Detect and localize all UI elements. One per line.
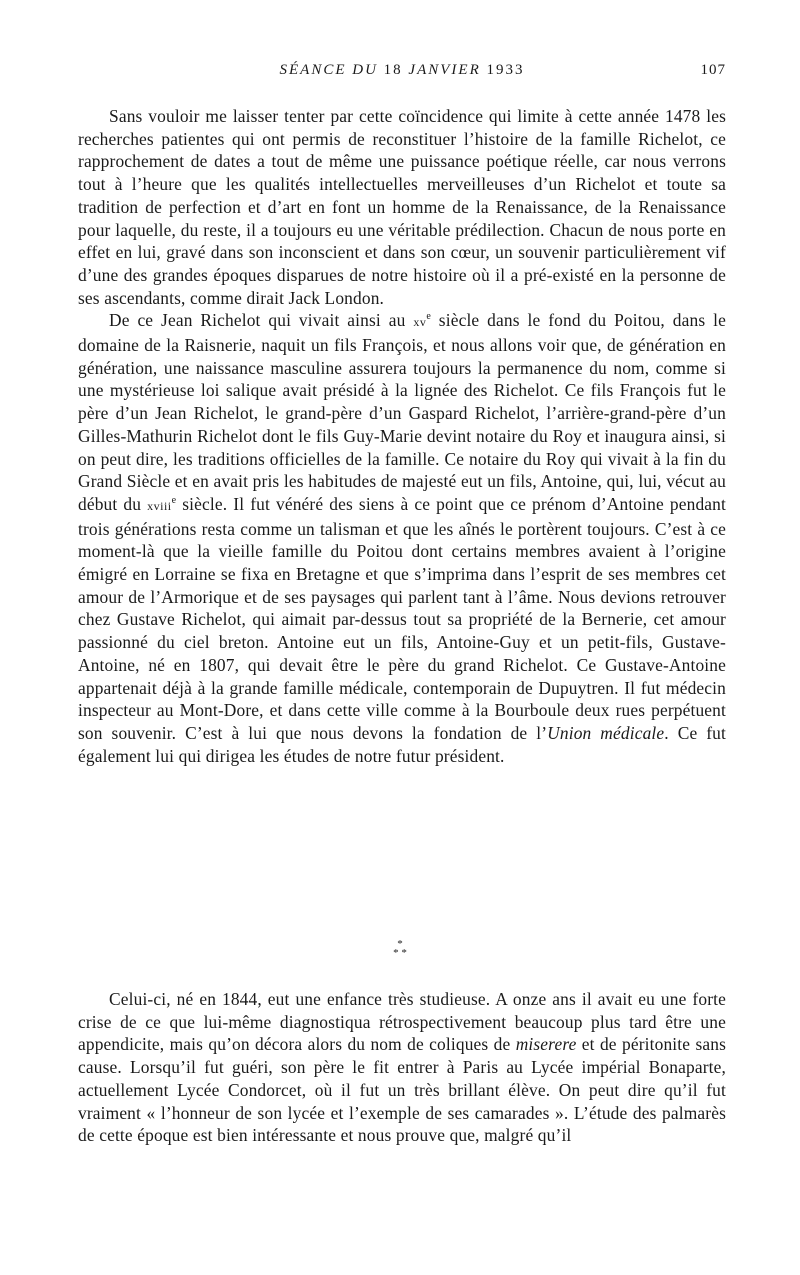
paragraph-2-text: siècle. Il fut vénéré des siens à ce point que ce prénom d’Antoine pendant trois générations resta comme un talisman et que les aînés le portèrent toujours. C’est à ce moment-là que la vieille famille du Poitou dont certains membres avaient à l’origine émigré en Lorraine se fixa en Bretagne et que s’imprima dans l’esprit de ses membres cet amour de l’Armorique et de ses paysages qui parlent tant à l’âme. Nous devions retrouver chez Gustave Richelot, qui aimait par-dessus tout sa propriété de la Bernerie, cet amour passionné du ciel breton. Antoine eut un fils, Antoine-Guy et un petit-fils, Gustave-Antoine, né en 1807, qui devait être le père du grand Richelot. Ce Gustave-Antoine appartenait déjà à la grande famille médicale, contemporain de Dupuytren. Il fut médecin inspecteur au Mont-Dore, et dans cette ville comme à la Bourboule deux rues perpétuent son souvenir. C’est à lui que nous devons la fondation de l’ xyxy=(78,493,726,743)
running-title-year: 1933 xyxy=(486,62,525,78)
running-title-part: JANVIER xyxy=(402,62,487,78)
body-text-upper xyxy=(78,105,726,767)
paragraph-1: Sans vouloir me laisser tenter par cette coïncidence qui limite à cette année 1478 les recherches patientes qui ont permis de reconstituer l’histoire de la famille Richelot, ce rapprochement de dates a tout de même une puissance poétique réelle, car nous verrons tout à l’heure que les qualités intellectuelles merveilleuses d’un Richelot et toute sa tradition de perfection et d’art en font un homme de la Renaissance, de la Renaissance pour laquelle, du reste, il a toujours eu une véritable prédilection. Chacun de nous porte en effet en lui, gravé dans son inconscient et dans son cœur, un souvenir particulièrement vif d’une des grandes époques disparues de notre histoire où il a pré-existé en la personne de ses ascendants, comme dirait Jack London. xyxy=(78,106,726,308)
paragraph-2-text: siècle dans le fond du Poitou, dans le domaine de la Raisnerie, naquit un fils François, et nous allons voir que, de génération en génération, une naissance masculine assurera toujours la permanence du nom, comme si une mystérieuse loi salique avait présidé à la lignée des Richelot. Ce fils François fut le père d’un Jean Richelot, le grand-père d’un Gaspard Richelot, l’arrière-grand-père d’un Gilles-Mathurin Richelot dont le fils Guy-Marie devint notaire du Roy et inaugura ainsi, si on peut dire, les traditions officielles de la famille. Ce notaire du Roy qui vivait à la fin du Grand Siècle et en avait pris les habitudes de majesté eut un fils, Antoine, qui, lui, vécut au début du xyxy=(78,310,726,514)
paragraph-3-text: et de péritonite sans cause. Lorsqu’il fut guéri, son père le fit entrer à Paris au Lycée impérial Bonaparte, actuellement Lycée Condorcet, où il fut un très brillant élève. On peut dire qu’il fut vraiment « l’honneur de son lycée et l’exemple de ses camarades ». L’étude des palmarès de cette époque est bien intéressante et nous prouve que, malgré qu’il xyxy=(78,1034,727,1146)
paragraph-2-text: . Ce fut également lui qui dirigea les études de notre futur président. xyxy=(78,722,727,766)
century-numeral: xv xyxy=(413,315,427,330)
century-numeral: xviii xyxy=(147,498,172,513)
running-title xyxy=(78,62,726,79)
paragraph-2-text: De ce Jean Richelot qui vivait ainsi au xyxy=(109,310,414,331)
journal-title: Union médicale xyxy=(547,722,665,743)
paragraph-3 xyxy=(78,988,726,1147)
superscript: e xyxy=(171,495,177,507)
paragraph-2 xyxy=(78,309,726,767)
body-text-lower xyxy=(78,988,726,1147)
running-title-day: 18 xyxy=(383,62,403,78)
separator-stars: * * xyxy=(393,947,407,959)
paragraph-3-text: Celui-ci, né en 1844, eut une enfance très studieuse. A onze ans il avait eu une forte crise de ce que lui-même diagnostiqua rétrospectivement beaucoup plus tard être une appendicite, mais qu’on décora alors du nom de coliques de xyxy=(78,989,726,1055)
separator-star: * xyxy=(397,938,403,950)
running-title-part: SÉANCE DU xyxy=(279,62,384,78)
section-separator xyxy=(380,940,420,970)
superscript: e xyxy=(426,311,431,323)
page-number: 107 xyxy=(700,62,726,78)
italic-term: miserere xyxy=(515,1034,577,1055)
running-head xyxy=(78,62,726,84)
